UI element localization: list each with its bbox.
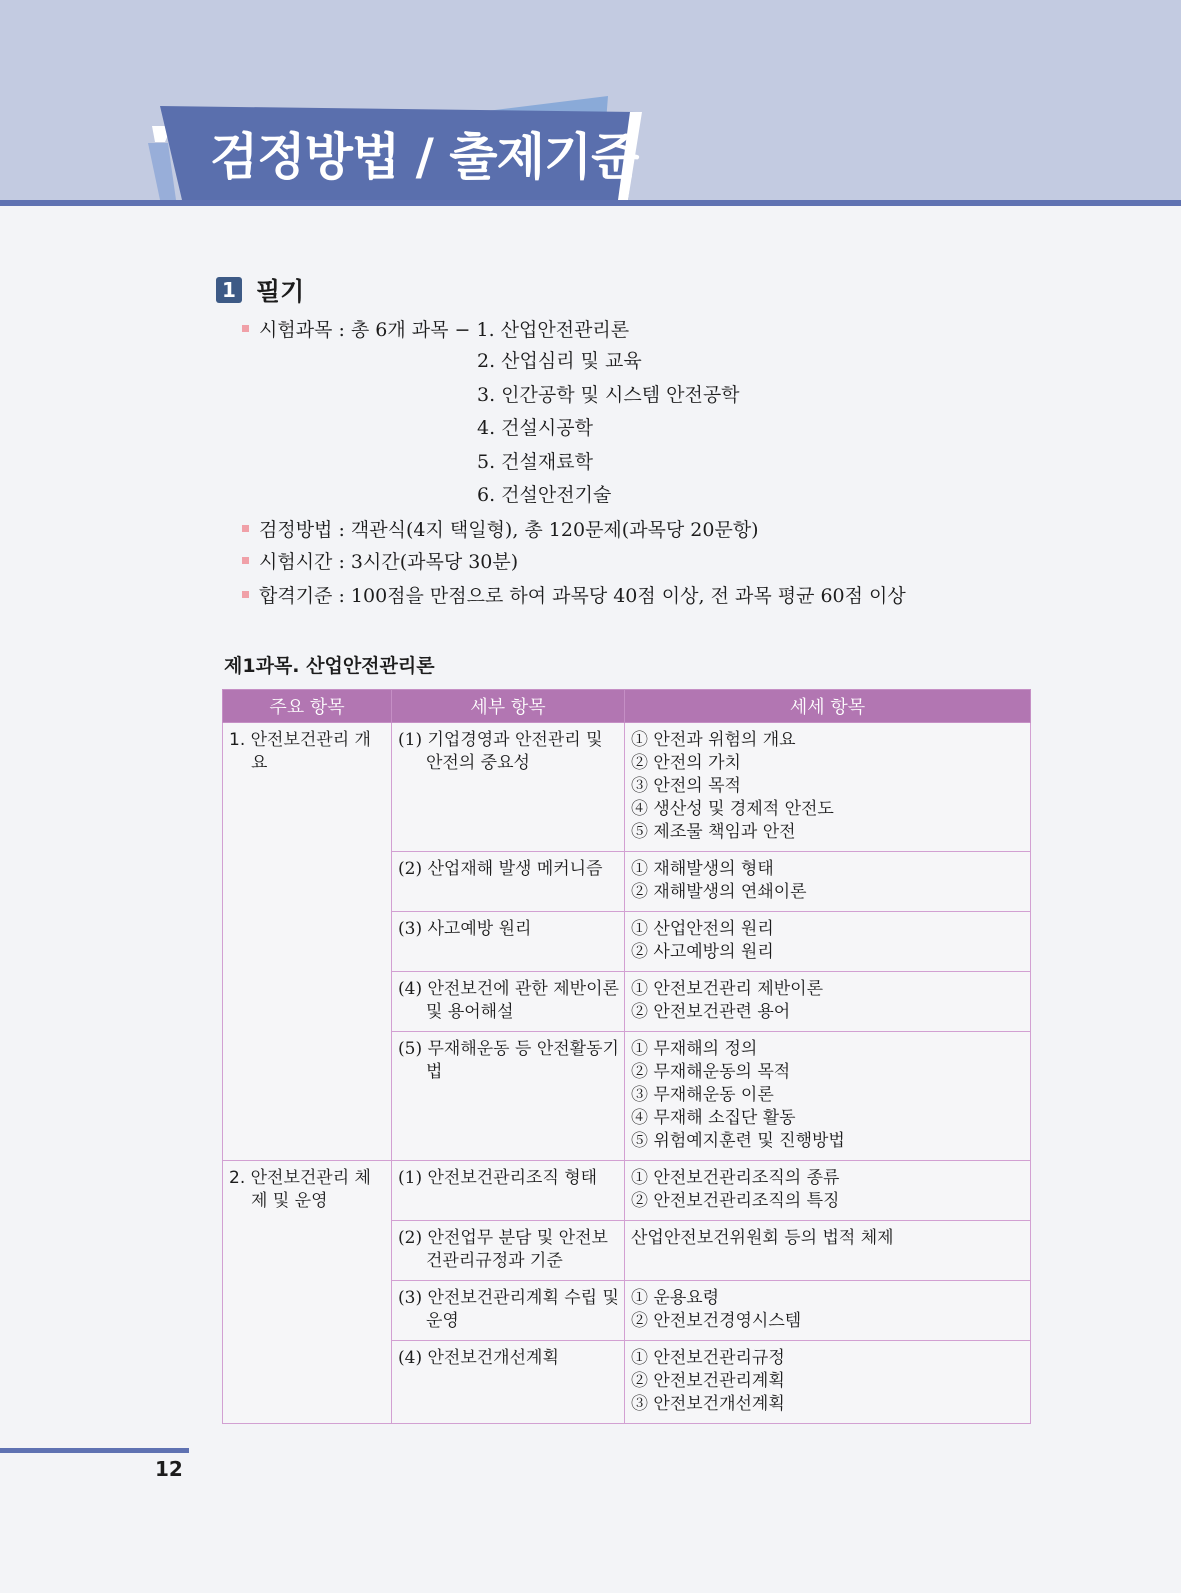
method-text: : 객관식(4지 택일형), 총 120문제(과목당 20문항) [332,519,759,541]
detail-item: 산업안전보건위원회 등의 법적 체제 [631,1228,894,1248]
detail-item: ② 안전의 가치 [631,753,741,773]
detail-item: ② 안전보건관리조직의 특징 [631,1191,840,1211]
detail-item: ① 안전보건관리조직의 종류 [631,1168,840,1188]
detail-item: ③ 무재해운동 이론 [631,1085,774,1105]
info-subjects [242,314,629,347]
info-pass [242,580,906,613]
detail-cell [625,723,1031,852]
method-label: 검정방법 [259,519,333,541]
subject-item: 4. 건설시공학 [477,417,593,439]
bullet-icon [242,525,249,532]
sub-item-cell [392,1341,625,1424]
sub-item-cell [392,1032,625,1161]
detail-item: ② 안전보건관리계획 [631,1371,785,1391]
major-item: 2. 안전보건관리 체제 및 운영 [229,1168,371,1211]
page-number: 12 [155,1457,183,1481]
sub-item-cell [392,723,625,852]
sub-item-cell [392,972,625,1032]
banner-underline [0,200,1181,206]
sub-item: (3) 사고예방 원리 [398,919,532,939]
pass-text: : 100점을 만점으로 하여 과목당 40점 이상, 전 과목 평균 60점 이상 [332,585,906,607]
detail-cell [625,852,1031,912]
detail-item: ① 무재해의 정의 [631,1039,758,1059]
sub-item-cell [392,1281,625,1341]
detail-item: ⑤ 위험예지훈련 및 진행방법 [631,1131,845,1151]
info-method [242,514,759,547]
table-title: 제1과목. 산업안전관리론 [224,655,435,677]
sub-item: (3) 안전보건관리계획 수립 및 운영 [398,1288,619,1331]
column-header: 주요 항목 [223,690,392,723]
sub-item: (1) 안전보건관리조직 형태 [398,1168,598,1188]
detail-item: ② 안전보건관련 용어 [631,1002,791,1022]
subject-item: 2. 산업심리 및 교육 [477,350,642,372]
sub-item-cell [392,852,625,912]
detail-cell [625,1221,1031,1281]
table-row [223,1161,1031,1221]
subject-item: 3. 인간공학 및 시스템 안전공학 [477,383,740,406]
major-item-cell [223,723,392,1161]
sub-item: (2) 안전업무 분담 및 안전보건관리규정과 기준 [398,1228,608,1271]
sub-item-cell [392,1221,625,1281]
detail-item: ② 안전보건경영시스템 [631,1311,802,1331]
detail-item: ⑤ 제조물 책임과 안전 [631,822,796,842]
sub-item: (5) 무재해운동 등 안전활동기법 [398,1039,619,1082]
table-row [223,723,1031,852]
detail-item: ④ 생산성 및 경제적 안전도 [631,799,834,819]
subjects-label: 시험과목 [259,319,333,341]
column-header: 세부 항목 [392,690,625,723]
detail-cell [625,1161,1031,1221]
sub-item: (1) 기업경영과 안전관리 및 안전의 중요성 [398,730,603,773]
detail-cell [625,1032,1031,1161]
sub-item: (4) 안전보건개선계획 [398,1348,559,1368]
sub-item: (4) 안전보건에 관한 제반이론 및 용어해설 [398,979,619,1022]
detail-item: ② 사고예방의 원리 [631,942,774,962]
subjects-text: : 총 6개 과목 − 1. 산업안전관리론 [332,319,630,341]
section-number-badge: 1 [216,277,242,303]
pass-label: 합격기준 [259,585,333,607]
detail-cell [625,1341,1031,1424]
detail-item: ① 운용요령 [631,1288,720,1308]
section-heading [216,272,304,308]
detail-item: ③ 안전보건개선계획 [631,1394,785,1414]
detail-item: ① 안전보건관리 제반이론 [631,979,824,999]
subjects-list [477,345,740,513]
sub-item-cell [392,912,625,972]
table-header-row [223,690,1031,723]
major-item: 1. 안전보건관리 개요 [229,730,371,773]
detail-cell [625,1281,1031,1341]
time-label: 시험시간 [259,551,333,573]
subject-item: 6. 건설안전기술 [477,484,612,506]
detail-item: ① 안전과 위험의 개요 [631,730,796,750]
major-item-cell [223,1161,392,1424]
sub-item-cell [392,1161,625,1221]
time-text: : 3시간(과목당 30분) [332,551,519,573]
detail-item: ④ 무재해 소집단 활동 [631,1108,796,1128]
section-title: 필기 [256,277,305,306]
detail-cell [625,912,1031,972]
bullet-icon [242,325,249,332]
detail-cell [625,972,1031,1032]
detail-item: ② 무재해운동의 목적 [631,1062,791,1082]
detail-item: ③ 안전의 목적 [631,776,741,796]
detail-item: ① 산업안전의 원리 [631,919,774,939]
subject-item: 5. 건설재료학 [477,450,593,473]
detail-item: ① 재해발생의 형태 [631,859,774,879]
bullet-icon [242,591,249,598]
criteria-table [222,689,1031,1424]
footer-line [0,1448,189,1453]
page-title: 검정방법 / 출제기준 [210,128,639,186]
sub-item: (2) 산업재해 발생 메커니즘 [398,859,603,879]
column-header: 세세 항목 [625,690,1031,723]
detail-item: ① 안전보건관리규정 [631,1348,785,1368]
info-time [242,546,518,579]
bullet-icon [242,557,249,564]
detail-item: ② 재해발생의 연쇄이론 [631,882,807,902]
